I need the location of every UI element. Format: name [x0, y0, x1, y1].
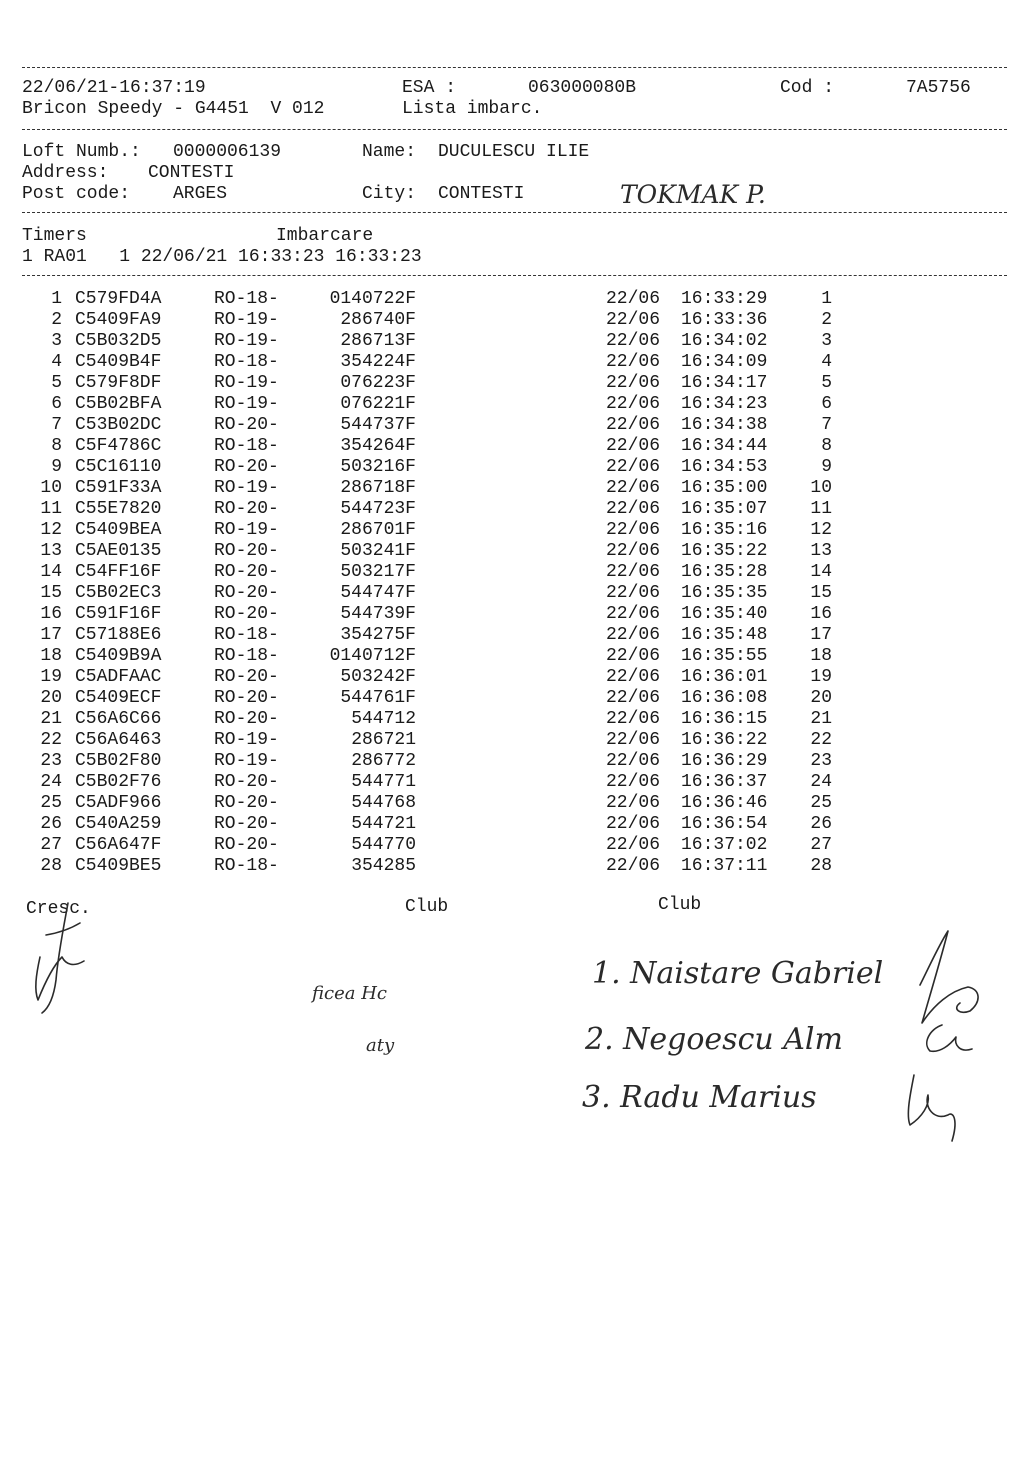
sequence-number: 21: [810, 709, 832, 729]
ring-prefix: RO-20-: [214, 457, 279, 477]
arrival-time: 16:35:16: [681, 520, 768, 540]
sequence-number: 27: [810, 835, 832, 855]
arrival-time: 16:37:02: [681, 835, 768, 855]
table-row: [0, 793, 1024, 814]
sequence-number: 26: [810, 814, 832, 834]
arrival-time: 16:36:54: [681, 814, 768, 834]
arrival-date: 22/06: [606, 499, 661, 519]
ring-number: 544768: [351, 793, 416, 813]
ring-number: 544747F: [340, 583, 416, 603]
arrival-time: 16:34:44: [681, 436, 768, 456]
arrival-date: 22/06: [606, 331, 661, 351]
row-index: 27: [40, 835, 62, 855]
row-index: 24: [40, 772, 62, 792]
arrival-time: 16:36:29: [681, 751, 768, 771]
ring-prefix: RO-20-: [214, 667, 279, 687]
ring-number: 503217F: [340, 562, 416, 582]
sequence-number: 23: [810, 751, 832, 771]
name-label: Name:: [362, 142, 417, 162]
arrival-time: 16:36:01: [681, 667, 768, 687]
table-row: [0, 646, 1024, 667]
club-member-3: 3. Radu Marius: [582, 1080, 817, 1115]
name-value: DUCULESCU ILIE: [438, 142, 590, 162]
arrival-date: 22/06: [606, 835, 661, 855]
arrival-date: 22/06: [606, 436, 661, 456]
arrival-time: 16:34:23: [681, 394, 768, 414]
print-datetime: 22/06/21-16:37:19: [22, 78, 206, 98]
club-member-2: 2. Negoescu Alm: [585, 1022, 843, 1057]
sequence-number: 28: [810, 856, 832, 876]
ring-number: 076223F: [340, 373, 416, 393]
ring-number: 544739F: [340, 604, 416, 624]
table-row: [0, 499, 1024, 520]
table-row: [0, 751, 1024, 772]
row-index: 28: [40, 856, 62, 876]
arrival-date: 22/06: [606, 709, 661, 729]
chip-code: C591F16F: [75, 604, 162, 624]
ring-prefix: RO-19-: [214, 331, 279, 351]
arrival-date: 22/06: [606, 583, 661, 603]
arrival-time: 16:34:38: [681, 415, 768, 435]
row-index: 13: [40, 541, 62, 561]
sequence-number: 22: [810, 730, 832, 750]
city-value: CONTESTI: [438, 184, 525, 204]
club-label-2: Club: [658, 895, 702, 915]
table-row: [0, 289, 1024, 310]
table-row: [0, 331, 1024, 352]
sequence-number: 15: [810, 583, 832, 603]
ring-number: 544770: [351, 835, 416, 855]
row-index: 11: [40, 499, 62, 519]
ring-number: 503216F: [340, 457, 416, 477]
table-row: [0, 688, 1024, 709]
separator-line: [22, 129, 1007, 130]
row-index: 25: [40, 793, 62, 813]
chip-code: C5ADFAAC: [75, 667, 162, 687]
ring-number: 286701F: [340, 520, 416, 540]
arrival-date: 22/06: [606, 289, 661, 309]
ring-prefix: RO-19-: [214, 373, 279, 393]
row-index: 17: [40, 625, 62, 645]
arrival-time: 16:36:08: [681, 688, 768, 708]
table-row: [0, 562, 1024, 583]
address-value: CONTESTI: [148, 163, 235, 183]
row-index: 6: [51, 394, 62, 414]
arrival-time: 16:34:02: [681, 331, 768, 351]
row-index: 26: [40, 814, 62, 834]
chip-code: C5B02EC3: [75, 583, 162, 603]
ring-number: 286740F: [340, 310, 416, 330]
chip-code: C5409BE5: [75, 856, 162, 876]
table-row: [0, 583, 1024, 604]
ring-prefix: RO-19-: [214, 394, 279, 414]
arrival-time: 16:33:36: [681, 310, 768, 330]
sequence-number: 2: [821, 310, 832, 330]
chip-code: C5AE0135: [75, 541, 162, 561]
timers-line: 1 RA01 1 22/06/21 16:33:23 16:33:23: [22, 247, 422, 267]
arrival-date: 22/06: [606, 814, 661, 834]
ring-number: 544771: [351, 772, 416, 792]
ring-prefix: RO-19-: [214, 730, 279, 750]
chip-code: C54FF16F: [75, 562, 162, 582]
ring-number: 354285: [351, 856, 416, 876]
row-index: 15: [40, 583, 62, 603]
sequence-number: 19: [810, 667, 832, 687]
ring-number: 286718F: [340, 478, 416, 498]
arrival-time: 16:36:22: [681, 730, 768, 750]
ring-prefix: RO-20-: [214, 814, 279, 834]
ring-number: 354275F: [340, 625, 416, 645]
row-index: 8: [51, 436, 62, 456]
row-index: 10: [40, 478, 62, 498]
loft-number-value: 0000006139: [173, 142, 282, 162]
chip-code: C56A6C66: [75, 709, 162, 729]
arrival-date: 22/06: [606, 415, 661, 435]
table-row: [0, 541, 1024, 562]
sequence-number: 20: [810, 688, 832, 708]
arrival-date: 22/06: [606, 793, 661, 813]
row-index: 2: [51, 310, 62, 330]
row-index: 14: [40, 562, 62, 582]
separator-line: [22, 67, 1007, 68]
arrival-date: 22/06: [606, 457, 661, 477]
arrival-time: 16:36:37: [681, 772, 768, 792]
ring-prefix: RO-20-: [214, 499, 279, 519]
table-row: [0, 394, 1024, 415]
row-index: 3: [51, 331, 62, 351]
chip-code: C57188E6: [75, 625, 162, 645]
esa-label: ESA :: [402, 78, 457, 98]
ring-prefix: RO-20-: [214, 541, 279, 561]
arrival-time: 16:35:07: [681, 499, 768, 519]
sequence-number: 12: [810, 520, 832, 540]
sequence-number: 5: [821, 373, 832, 393]
row-index: 1: [51, 289, 62, 309]
arrival-time: 16:37:11: [681, 856, 768, 876]
table-row: [0, 373, 1024, 394]
chip-code: C5409FA9: [75, 310, 162, 330]
sequence-number: 6: [821, 394, 832, 414]
chip-code: C5B032D5: [75, 331, 162, 351]
chip-code: C579FD4A: [75, 289, 162, 309]
sequence-number: 3: [821, 331, 832, 351]
arrival-time: 16:36:15: [681, 709, 768, 729]
ring-prefix: RO-18-: [214, 646, 279, 666]
chip-code: C56A6463: [75, 730, 162, 750]
arrival-time: 16:35:48: [681, 625, 768, 645]
table-row: [0, 856, 1024, 877]
table-row: [0, 478, 1024, 499]
separator-line: [22, 275, 1007, 276]
member-signatures: [890, 925, 990, 1150]
ring-prefix: RO-20-: [214, 583, 279, 603]
arrival-date: 22/06: [606, 352, 661, 372]
ring-number: 286721: [351, 730, 416, 750]
arrival-time: 16:34:17: [681, 373, 768, 393]
table-row: [0, 415, 1024, 436]
imbarcare-label: Imbarcare: [276, 226, 374, 246]
ring-number: 354264F: [340, 436, 416, 456]
arrival-time: 16:36:46: [681, 793, 768, 813]
table-row: [0, 520, 1024, 541]
ring-number: 544737F: [340, 415, 416, 435]
club-note-1: ficea Hc: [312, 983, 387, 1004]
ring-prefix: RO-20-: [214, 793, 279, 813]
row-index: 12: [40, 520, 62, 540]
club-member-1: 1. Naistare Gabriel: [592, 956, 884, 991]
row-index: 23: [40, 751, 62, 771]
ring-number: 544712: [351, 709, 416, 729]
arrival-time: 16:35:35: [681, 583, 768, 603]
address-label: Address:: [22, 163, 109, 183]
arrival-date: 22/06: [606, 310, 661, 330]
sequence-number: 24: [810, 772, 832, 792]
separator-line: [22, 212, 1007, 213]
chip-code: C53B02DC: [75, 415, 162, 435]
ring-number: 354224F: [340, 352, 416, 372]
row-index: 18: [40, 646, 62, 666]
row-index: 19: [40, 667, 62, 687]
arrival-date: 22/06: [606, 772, 661, 792]
arrival-date: 22/06: [606, 604, 661, 624]
row-index: 16: [40, 604, 62, 624]
table-row: [0, 436, 1024, 457]
table-row: [0, 772, 1024, 793]
ring-number: 544721: [351, 814, 416, 834]
arrival-time: 16:35:28: [681, 562, 768, 582]
ring-prefix: RO-20-: [214, 772, 279, 792]
list-title: Lista imbarc.: [402, 99, 543, 119]
ring-prefix: RO-19-: [214, 520, 279, 540]
ring-prefix: RO-19-: [214, 478, 279, 498]
ring-number: 0140712F: [329, 646, 416, 666]
row-index: 4: [51, 352, 62, 372]
postcode-label: Post code:: [22, 184, 131, 204]
cresc-label: Cresc.: [26, 899, 91, 919]
chip-code: C5F4786C: [75, 436, 162, 456]
arrival-date: 22/06: [606, 730, 661, 750]
ring-prefix: RO-19-: [214, 751, 279, 771]
row-index: 5: [51, 373, 62, 393]
ring-number: 544761F: [340, 688, 416, 708]
arrival-time: 16:35:22: [681, 541, 768, 561]
esa-value: 063000080B: [528, 78, 637, 98]
chip-code: C56A647F: [75, 835, 162, 855]
table-row: [0, 352, 1024, 373]
row-index: 21: [40, 709, 62, 729]
arrival-date: 22/06: [606, 520, 661, 540]
arrival-date: 22/06: [606, 625, 661, 645]
device-info: Bricon Speedy - G4451 V 012: [22, 99, 325, 119]
breeder-signature: [28, 895, 98, 1020]
arrival-date: 22/06: [606, 856, 661, 876]
chip-code: C5409ECF: [75, 688, 162, 708]
club-label-1: Club: [405, 897, 449, 917]
sequence-number: 16: [810, 604, 832, 624]
chip-code: C5409BEA: [75, 520, 162, 540]
sequence-number: 9: [821, 457, 832, 477]
sequence-number: 13: [810, 541, 832, 561]
ring-number: 286772: [351, 751, 416, 771]
chip-code: C5B02F80: [75, 751, 162, 771]
chip-code: C5ADF966: [75, 793, 162, 813]
sequence-number: 4: [821, 352, 832, 372]
arrival-date: 22/06: [606, 562, 661, 582]
row-index: 9: [51, 457, 62, 477]
chip-code: C55E7820: [75, 499, 162, 519]
table-row: [0, 835, 1024, 856]
ring-prefix: RO-20-: [214, 415, 279, 435]
ring-prefix: RO-20-: [214, 709, 279, 729]
table-row: [0, 625, 1024, 646]
arrival-date: 22/06: [606, 373, 661, 393]
ring-prefix: RO-18-: [214, 436, 279, 456]
handwritten-note: TOKMAK P.: [620, 180, 766, 209]
sequence-number: 7: [821, 415, 832, 435]
arrival-time: 16:33:29: [681, 289, 768, 309]
arrival-date: 22/06: [606, 667, 661, 687]
ring-prefix: RO-18-: [214, 352, 279, 372]
sequence-number: 8: [821, 436, 832, 456]
arrival-date: 22/06: [606, 394, 661, 414]
ring-number: 286713F: [340, 331, 416, 351]
arrival-date: 22/06: [606, 541, 661, 561]
chip-code: C5C16110: [75, 457, 162, 477]
postcode-value: ARGES: [173, 184, 228, 204]
chip-code: C591F33A: [75, 478, 162, 498]
loft-number-label: Loft Numb.:: [22, 142, 141, 162]
ring-prefix: RO-20-: [214, 688, 279, 708]
ring-prefix: RO-20-: [214, 835, 279, 855]
chip-code: C579F8DF: [75, 373, 162, 393]
club-note-2: aty: [366, 1035, 395, 1056]
sequence-number: 11: [810, 499, 832, 519]
row-index: 7: [51, 415, 62, 435]
arrival-time: 16:35:00: [681, 478, 768, 498]
chip-code: C5409B9A: [75, 646, 162, 666]
arrival-date: 22/06: [606, 646, 661, 666]
table-row: [0, 604, 1024, 625]
chip-code: C5409B4F: [75, 352, 162, 372]
city-label: City:: [362, 184, 417, 204]
timers-label: Timers: [22, 226, 87, 246]
arrival-date: 22/06: [606, 751, 661, 771]
ring-prefix: RO-19-: [214, 310, 279, 330]
table-row: [0, 310, 1024, 331]
arrival-time: 16:34:53: [681, 457, 768, 477]
ring-prefix: RO-20-: [214, 562, 279, 582]
row-index: 20: [40, 688, 62, 708]
arrival-time: 16:34:09: [681, 352, 768, 372]
table-row: [0, 667, 1024, 688]
ring-number: 503241F: [340, 541, 416, 561]
table-row: [0, 730, 1024, 751]
cod-value: 7A5756: [906, 78, 971, 98]
chip-code: C5B02F76: [75, 772, 162, 792]
table-row: [0, 457, 1024, 478]
ring-prefix: RO-18-: [214, 625, 279, 645]
table-row: [0, 814, 1024, 835]
arrival-date: 22/06: [606, 688, 661, 708]
arrival-time: 16:35:40: [681, 604, 768, 624]
ring-number: 0140722F: [329, 289, 416, 309]
row-index: 22: [40, 730, 62, 750]
table-row: [0, 709, 1024, 730]
sequence-number: 25: [810, 793, 832, 813]
ring-number: 544723F: [340, 499, 416, 519]
sequence-number: 10: [810, 478, 832, 498]
ring-number: 076221F: [340, 394, 416, 414]
sequence-number: 1: [821, 289, 832, 309]
sequence-number: 14: [810, 562, 832, 582]
arrival-date: 22/06: [606, 478, 661, 498]
chip-code: C540A259: [75, 814, 162, 834]
ring-prefix: RO-20-: [214, 604, 279, 624]
arrival-time: 16:35:55: [681, 646, 768, 666]
ring-prefix: RO-18-: [214, 856, 279, 876]
cod-label: Cod :: [780, 78, 835, 98]
ring-prefix: RO-18-: [214, 289, 279, 309]
sequence-number: 17: [810, 625, 832, 645]
ring-number: 503242F: [340, 667, 416, 687]
sequence-number: 18: [810, 646, 832, 666]
chip-code: C5B02BFA: [75, 394, 162, 414]
